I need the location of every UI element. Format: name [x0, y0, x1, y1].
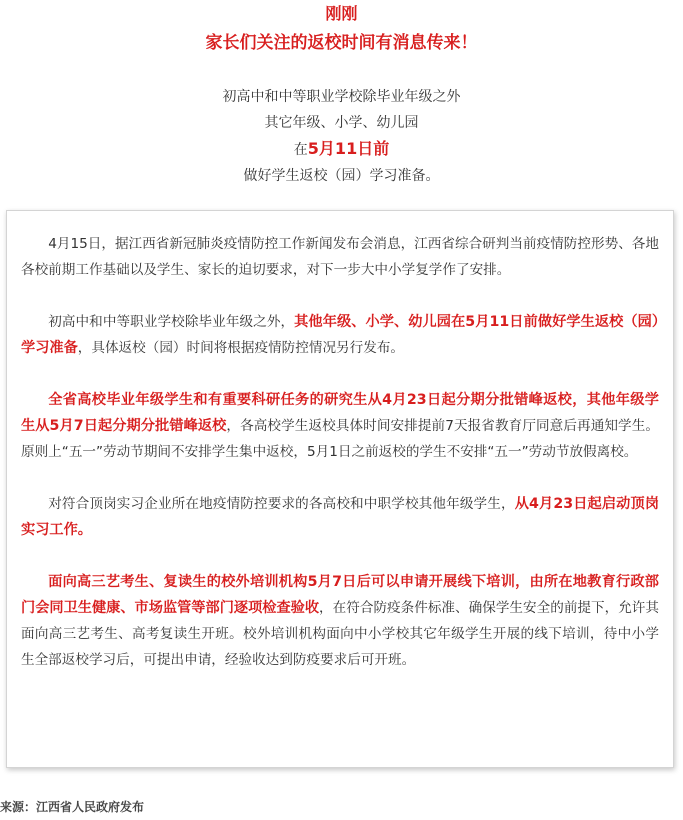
intro-line-3 [0, 136, 683, 163]
paragraph-5 [21, 569, 659, 673]
intro-block [0, 84, 683, 189]
headline: 家长们关注的返校时间有消息传来！ [205, 33, 478, 53]
kicker-label: 刚刚 [325, 4, 358, 23]
paragraph-1 [21, 231, 659, 283]
paragraph-3-highlight: 全省高校毕业年级学生和有重要科研任务的研究生从4月23日起分期分批错峰返校，其他年级学生从5月7日起分期分批错峰返校 [21, 392, 659, 434]
paragraph-1-text: 4月15日，据江西省新冠肺炎疫情防控工作新闻发布会消息，江西省综合研判当前疫情防控形势、各地各校前期工作基础以及学生、家长的迫切要求，对下一步大中小学复学作了安排。 [21, 236, 659, 278]
paragraph-5-text: ，在符合防疫条件标准、确保学生安全的前提下，允许其面向高三艺考生、高考复读生开班。校外培训机构面向中小学校其它年级学生开展的线下培训，待中小学生全部返校学习后，可提出申请，经验收达到防疫要求后可开班。 [21, 600, 659, 668]
paragraph-4 [21, 491, 659, 543]
paragraph-4-highlight: 从4月23日起启动顶岗实习工作。 [21, 496, 660, 538]
intro-line-1: 初高中和中等职业学校除毕业年级之外 [222, 89, 461, 105]
paragraph-2-text-c: ，具体返校（园）时间将根据疫情防控情况另行发布。 [77, 340, 405, 356]
paragraph-2-highlight: 其他年级、小学、幼儿园在5月11日前做好学生返校（园）学习准备 [21, 314, 659, 356]
source-credit: 来源：江西省人民政府发布 [0, 800, 145, 814]
intro-line-2: 其它年级、小学、幼儿园 [264, 115, 419, 131]
intro-line-3-prefix: 在 [293, 142, 308, 158]
paragraph-4-text: 对符合顶岗实习企业所在地疫情防控要求的各高校和中职学校其他年级学生， [48, 496, 515, 512]
paragraph-3 [21, 387, 659, 465]
article-header [0, 0, 683, 189]
intro-line-4: 做好学生返校（园）学习准备。 [243, 168, 440, 184]
paragraph-5-highlight: 面向高三艺考生、复读生的校外培训机构5月7日后可以申请开展线下培训，由所在地教育行政部门会同卫生健康、市场监管等部门逐项检查验收 [21, 574, 659, 616]
paragraph-2 [21, 309, 659, 361]
article-card [6, 210, 674, 768]
paragraph-2-text-a: 初高中和中等职业学校除毕业年级之外， [48, 314, 295, 330]
intro-date-highlight: 5月11日前 [307, 139, 390, 158]
paragraph-3-text: ，各高校学生返校具体时间安排提前7天报省教育厅同意后再通知学生。原则上“五一”劳动节期间不安排学生集中返校，5月1日之前返校的学生不安排“五一”劳动节放假离校。 [21, 418, 659, 460]
